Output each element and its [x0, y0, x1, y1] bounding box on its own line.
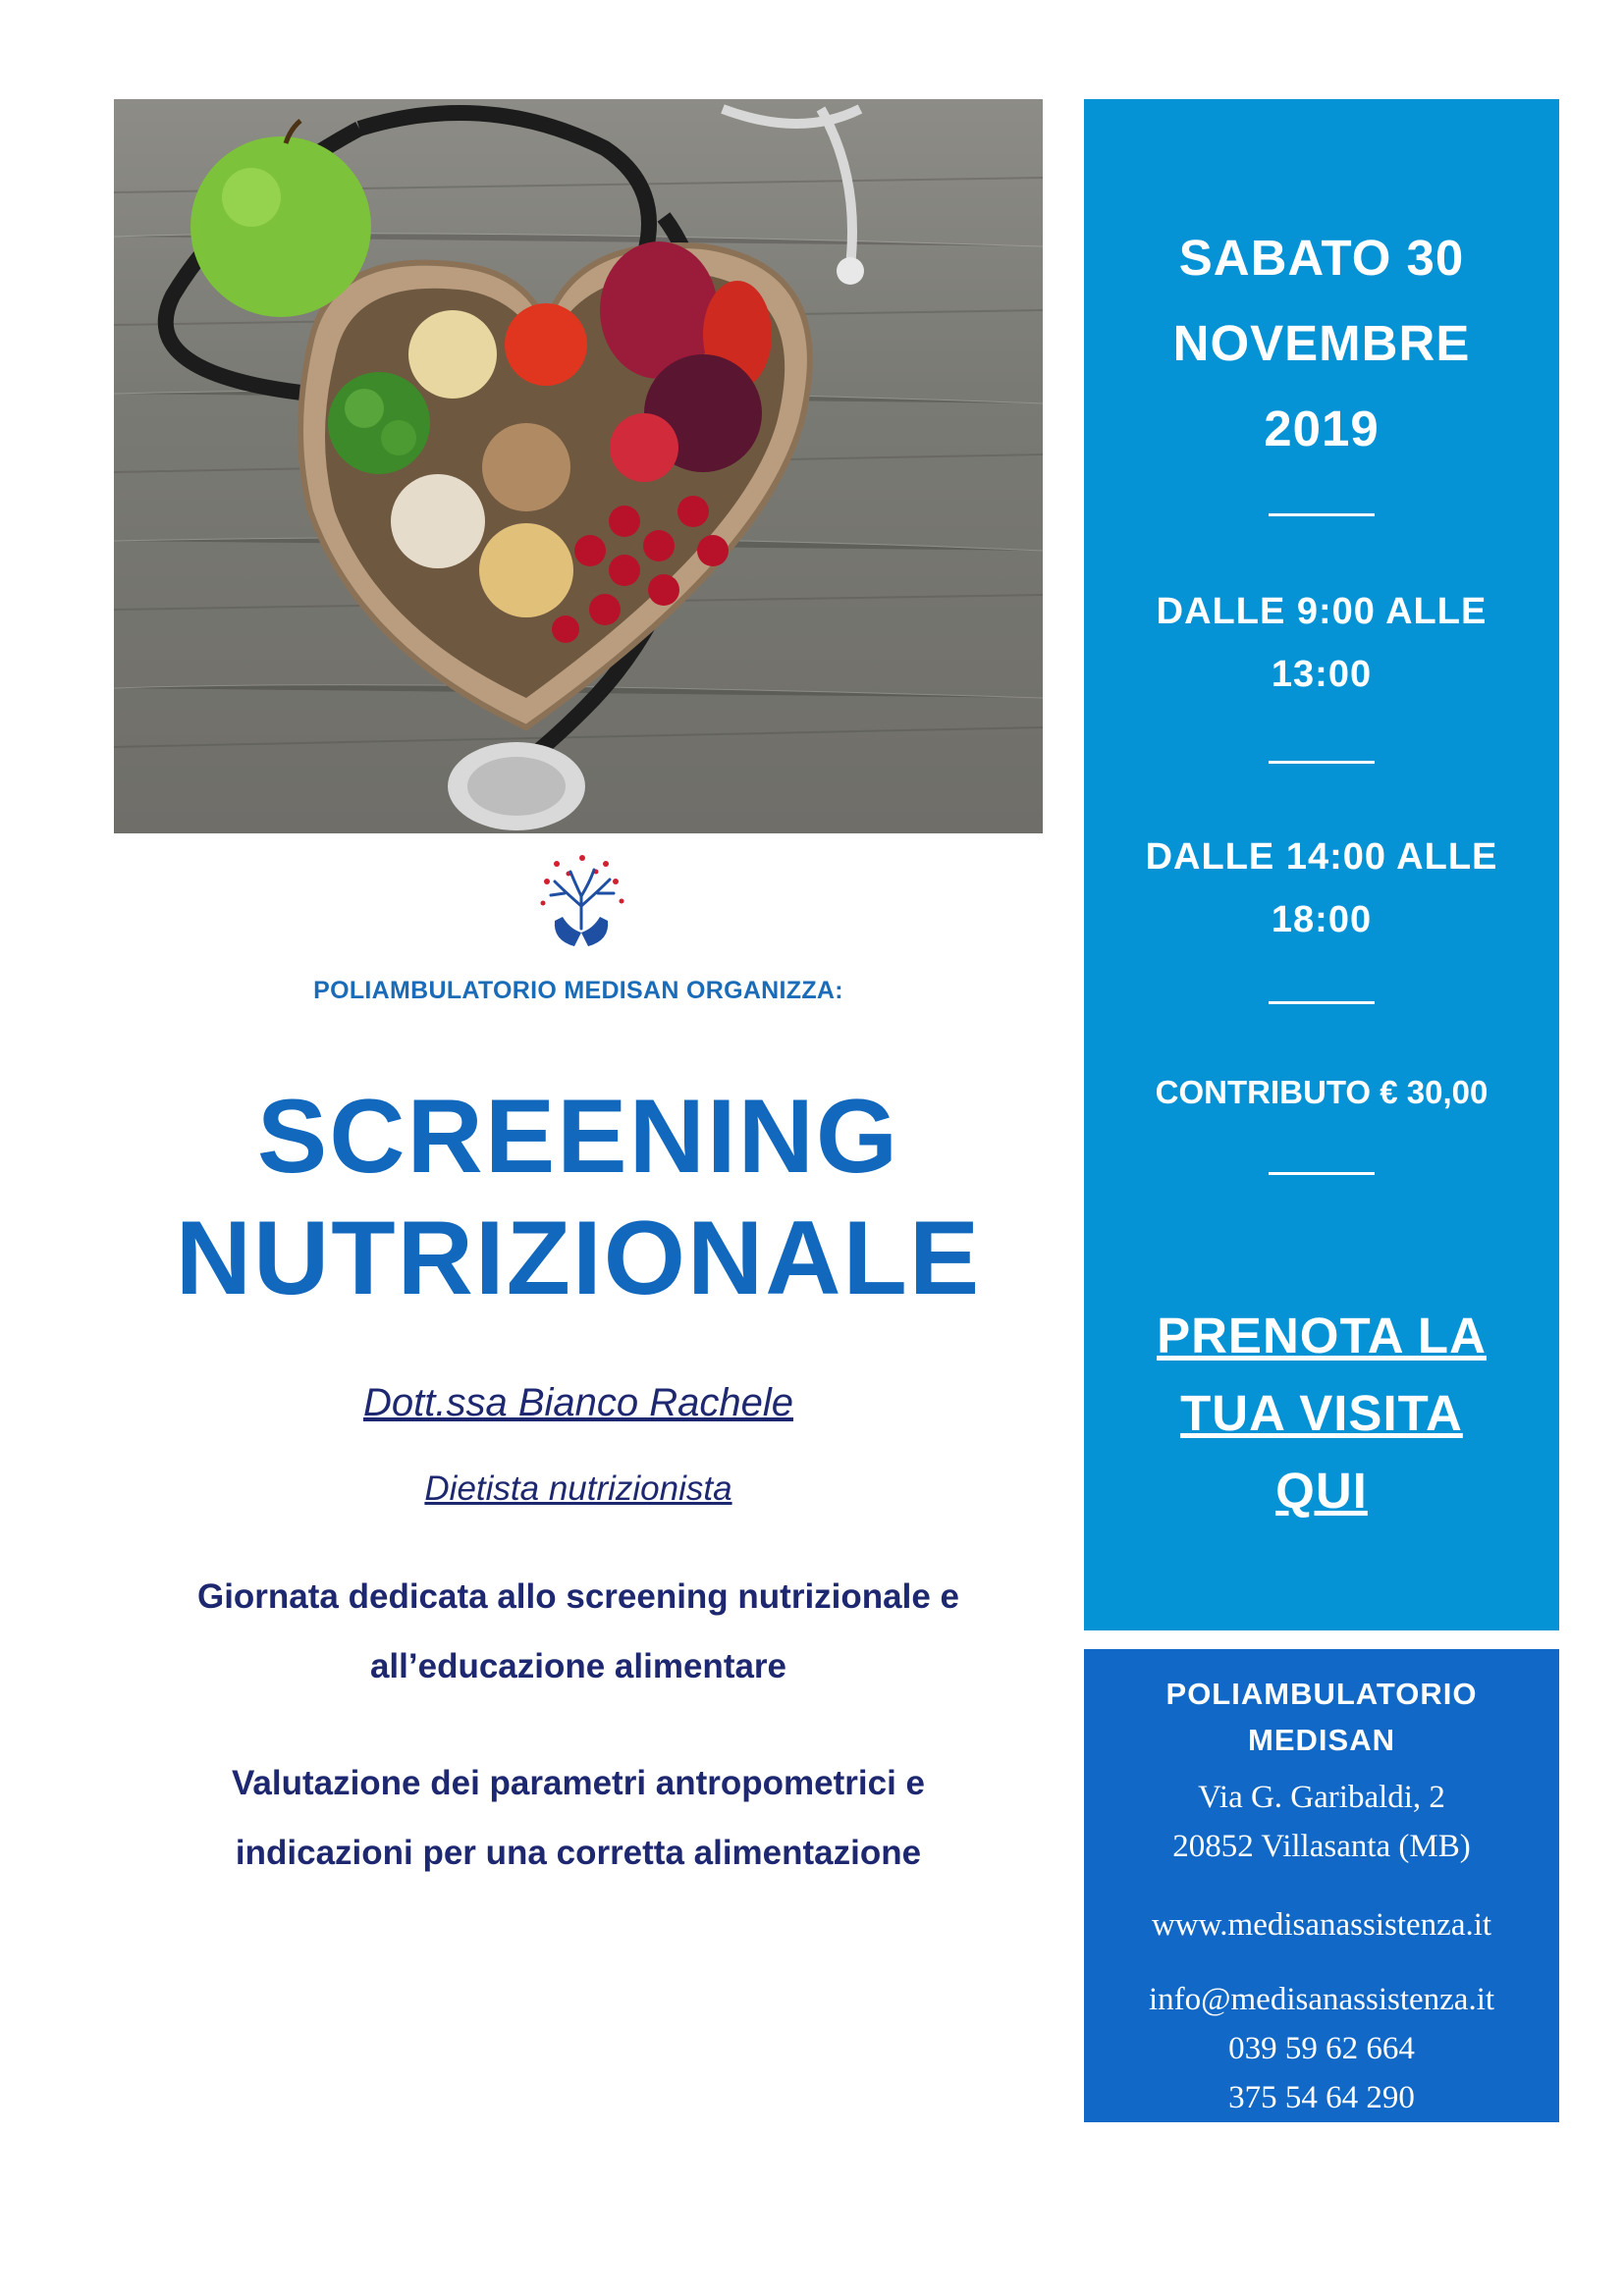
clinic-name [1084, 1671, 1559, 1763]
booking-line-3: QUI [1275, 1463, 1368, 1519]
medisan-tree-logo [535, 852, 628, 950]
morning-hours-line-2: 13:00 [1271, 654, 1373, 695]
doctor-role: Dietista nutrizionista [424, 1469, 732, 1508]
address-line-2: 20852 Villasanta (MB) [1172, 1829, 1471, 1864]
divider [1269, 513, 1375, 516]
address-line-1: Via G. Garibaldi, 2 [1198, 1780, 1445, 1815]
hero-photo [114, 99, 1043, 833]
divider [1269, 1001, 1375, 1004]
clinic-name-line-1: POLIAMBULATORIO [1165, 1677, 1478, 1711]
heart-bowl-vegetables-illustration [114, 99, 1043, 833]
tree-hands-icon [535, 852, 628, 950]
phone-number-1[interactable]: 039 59 62 664 [1228, 2031, 1415, 2066]
description-evaluation-line-2: indicazioni per una corretta alimentazione [235, 1834, 922, 1872]
booking-line-1: PRENOTA LA [1157, 1308, 1487, 1363]
divider [1269, 761, 1375, 764]
doctor-name: Dott.ssa Bianco Rachele [362, 1381, 793, 1424]
date-line-3: 2019 [1264, 400, 1380, 456]
date-line-2: NOVEMBRE [1172, 315, 1471, 371]
afternoon-hours-line-1: DALLE 14:00 ALLE [1145, 836, 1498, 878]
clinic-address [1084, 1773, 1559, 1871]
organizer-heading: POLIAMBULATORIO MEDISAN ORGANIZZA: [313, 977, 843, 1004]
email-link[interactable]: info@medisanassistenza.it [1148, 1982, 1495, 2017]
clinic-name-line-2: MEDISAN [1248, 1723, 1395, 1757]
description-evaluation [114, 1748, 1043, 1888]
book-visit-link[interactable] [1084, 1297, 1559, 1529]
event-date [1084, 215, 1559, 471]
title-line-2: NUTRIZIONALE [175, 1199, 982, 1316]
description-day-line-2: all’educazione alimentare [369, 1647, 787, 1685]
website-link[interactable]: www.medisanassistenza.it [1151, 1907, 1492, 1943]
fee-amount: CONTRIBUTO € 30,00 [1155, 1074, 1489, 1110]
afternoon-hours-line-2: 18:00 [1271, 899, 1373, 940]
morning-hours-line-1: DALLE 9:00 ALLE [1156, 591, 1488, 632]
booking-line-2: TUA VISITA [1180, 1385, 1463, 1441]
divider [1269, 1172, 1375, 1175]
afternoon-hours [1084, 826, 1559, 951]
title-line-1: SCREENING [256, 1077, 900, 1195]
phone-number-2[interactable]: 375 54 64 290 [1228, 2080, 1415, 2115]
contact-box [1084, 1649, 1559, 2122]
event-title [98, 1075, 1058, 1318]
date-line-1: SABATO 30 [1178, 230, 1465, 286]
description-day [114, 1562, 1043, 1701]
description-evaluation-line-1: Valutazione dei parametri antropometrici e [231, 1764, 926, 1802]
event-info-panel [1084, 99, 1559, 1630]
description-day-line-1: Giornata dedicata allo screening nutrizionale e [196, 1577, 960, 1616]
morning-hours [1084, 580, 1559, 706]
